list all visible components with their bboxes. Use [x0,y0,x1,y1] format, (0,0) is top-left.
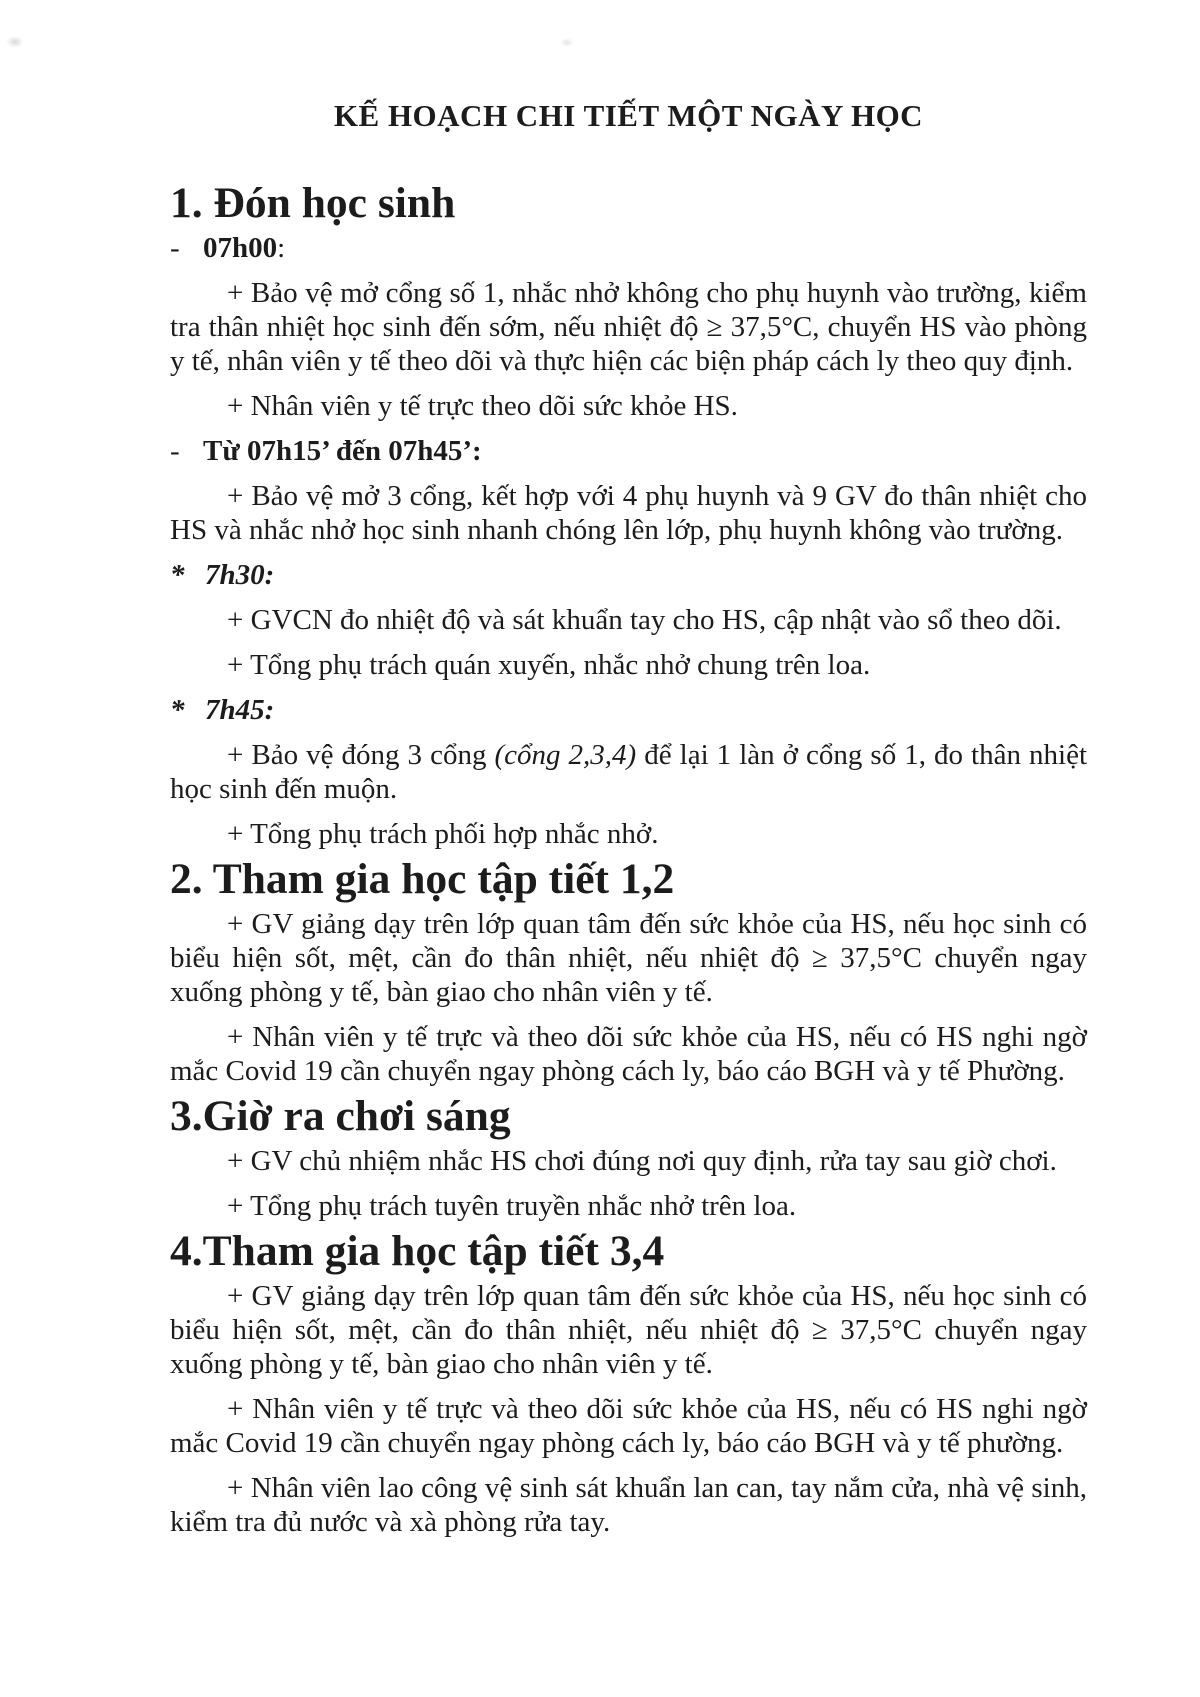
time-item-07h00 [170,231,1087,265]
body-paragraph: + Nhân viên y tế trực và theo dõi sức khỏe của HS, nếu có HS nghi ngờ mắc Covid 19 cần chuyển ngay phòng cách ly, báo cáo BGH và y tế phường. [170,1393,1087,1459]
star-marker: * [170,694,185,726]
body-paragraph [170,738,1087,806]
time-item-07h15-07h45 [170,434,1087,468]
body-paragraph: + GV giảng dạy trên lớp quan tâm đến sức khỏe của HS, nếu học sinh có biểu hiện sốt, mệt, cần đo thân nhiệt, nếu nhiệt độ ≥ 37,5°C chuyển ngay xuống phòng y tế, bàn giao cho nhân viên y tế. [170,1280,1087,1380]
time-item-7h45 [170,693,1087,727]
section-heading-2: 2. Tham gia học tập tiết 1,2 [170,855,675,903]
time-suffix: : [277,232,286,264]
paragraph-text: + Bảo vệ đóng 3 cổng [227,739,495,771]
time-label: 7h30: [205,559,275,591]
dash-marker: - [170,232,180,264]
body-paragraph: + Nhân viên y tế trực và theo dõi sức khỏe của HS, nếu có HS nghi ngờ mắc Covid 19 cần chuyển ngay phòng cách ly, báo cáo BGH và y tế Phường. [170,1021,1087,1087]
time-label: 07h00 [203,232,278,264]
time-item-7h30 [170,558,1087,592]
body-paragraph: + GV chủ nhiệm nhắc HS chơi đúng nơi quy định, rửa tay sau giờ chơi. [227,1145,1057,1177]
paragraph-text: để lại 1 làn ở cổng số 1, đo thân nhiệt học sinh đến muộn. [170,739,1087,805]
body-paragraph: + Tổng phụ trách phối hợp nhắc nhở. [227,818,659,850]
section-heading-4: 4.Tham gia học tập tiết 3,4 [170,1227,665,1275]
section-heading-3: 3.Giờ ra chơi sáng [170,1092,511,1140]
dash-marker: - [170,435,180,467]
body-paragraph: + Tổng phụ trách quán xuyến, nhắc nhở chung trên loa. [227,649,871,681]
time-label: Từ 07h15’ đến 07h45’: [203,435,482,467]
body-paragraph: + GVCN đo nhiệt độ và sát khuẩn tay cho HS, cập nhật vào sổ theo dõi. [227,604,1062,636]
time-label: 7h45: [205,694,275,726]
scan-smudge [6,36,24,48]
section-heading-1: 1. Đón học sinh [170,179,456,227]
body-paragraph: + Tổng phụ trách tuyên truyền nhắc nhở trên loa. [227,1190,797,1222]
body-paragraph: + Bảo vệ mở 3 cổng, kết hợp với 4 phụ huynh và 9 GV đo thân nhiệt cho HS và nhắc nhở học sinh nhanh chóng lên lớp, phụ huynh không vào trường. [170,480,1087,546]
body-paragraph: + Nhân viên y tế trực theo dõi sức khỏe HS. [227,390,738,422]
scan-smudge [560,38,574,47]
document-title: KẾ HOẠCH CHI TIẾT MỘT NGÀY HỌC [333,98,924,133]
body-paragraph: + Bảo vệ mở cổng số 1, nhắc nhở không cho phụ huynh vào trường, kiểm tra thân nhiệt học sinh đến sớm, nếu nhiệt độ ≥ 37,5°C, chuyển HS vào phòng y tế, nhân viên y tế theo dõi và thực hiện các biện pháp cách ly theo quy định. [170,277,1087,377]
body-paragraph: + Nhân viên lao công vệ sinh sát khuẩn lan can, tay nắm cửa, nhà vệ sinh, kiểm tra đủ nước và xà phòng rửa tay. [170,1472,1087,1538]
star-marker: * [170,559,185,591]
body-paragraph: + GV giảng dạy trên lớp quan tâm đến sức khỏe của HS, nếu học sinh có biểu hiện sốt, mệt, cần đo thân nhiệt, nếu nhiệt độ ≥ 37,5°C chuyển ngay xuống phòng y tế, bàn giao cho nhân viên y tế. [170,908,1087,1008]
italic-note: (cổng 2,3,4) [494,739,637,771]
